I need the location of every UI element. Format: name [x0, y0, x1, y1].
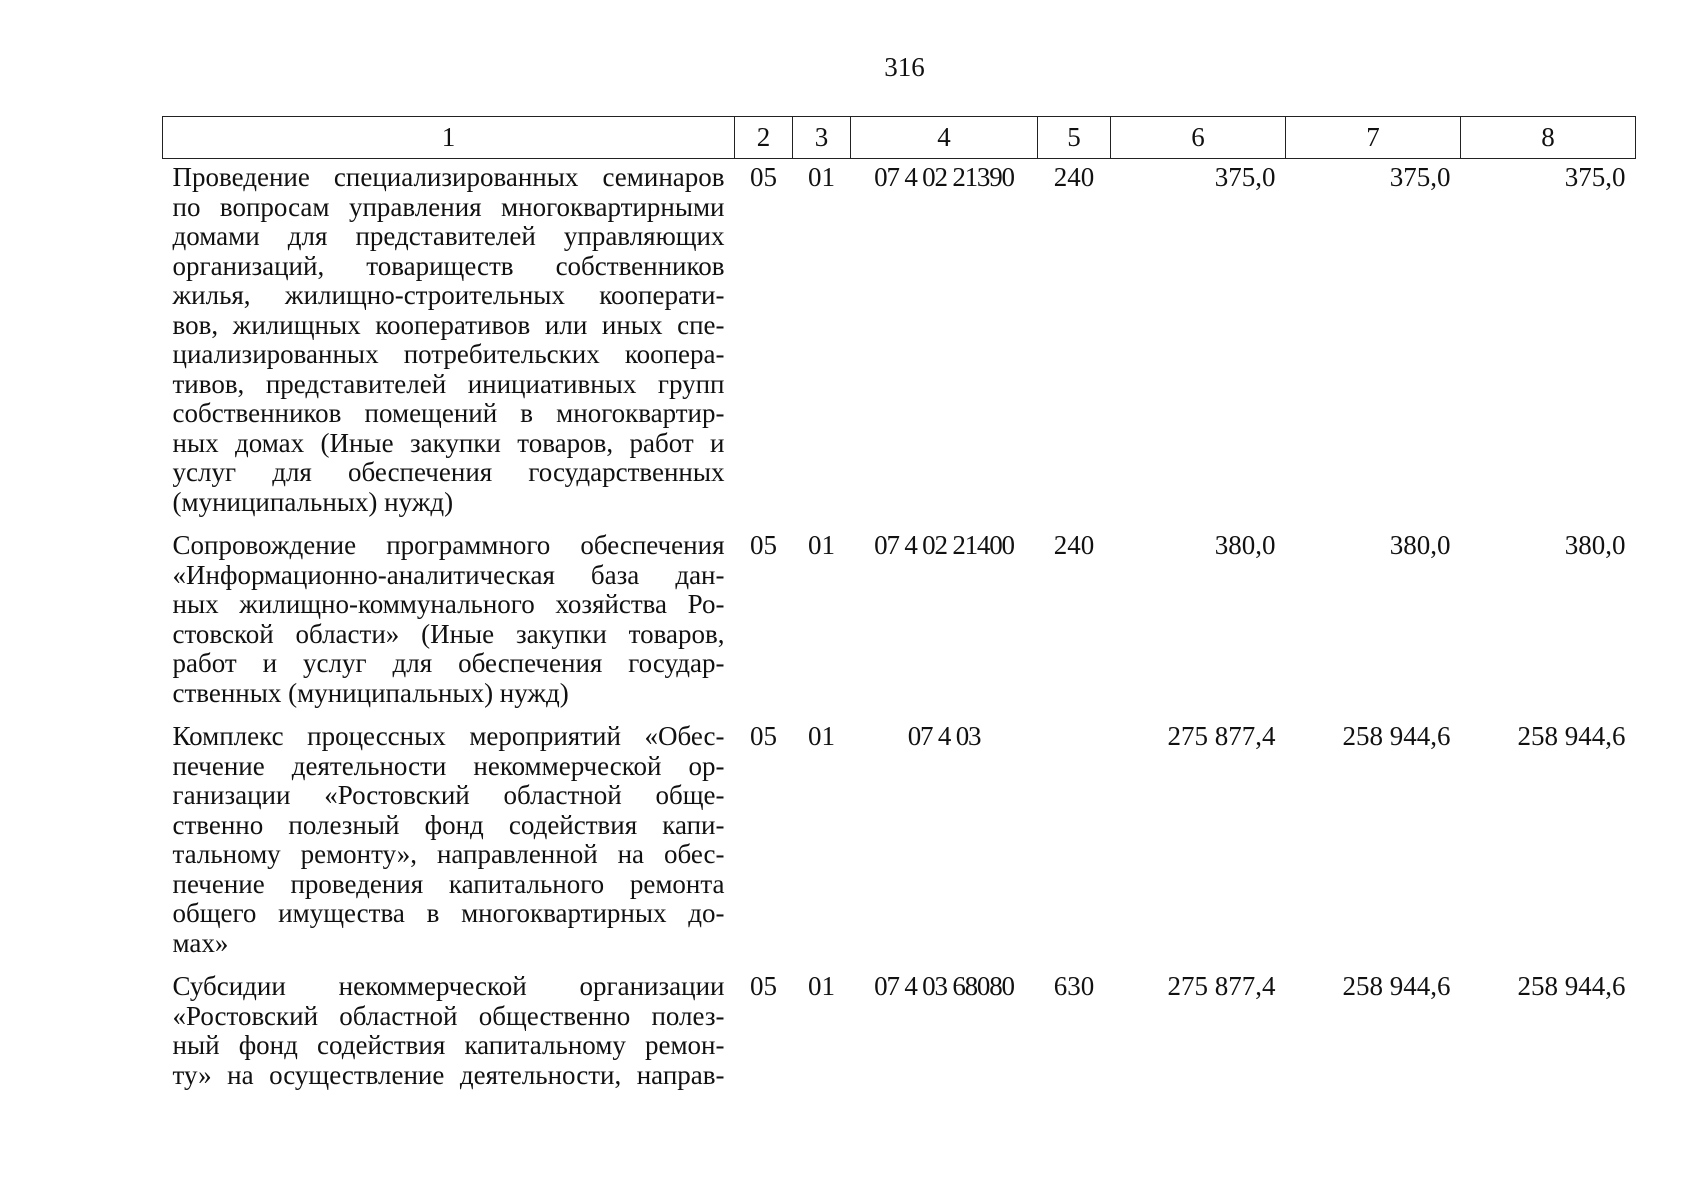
amount-col7: 258 944,6 — [1342, 721, 1451, 751]
target-article-code: 07 4 03 — [907, 721, 981, 751]
description-line: работ и услуг для обеспечения государ- — [172, 648, 725, 678]
column-header: 1 — [163, 117, 735, 159]
description-line: Проведение специализированных семинаров — [172, 162, 725, 192]
description-line: «Ростовский областной общественно полез- — [172, 1000, 725, 1031]
column-header: 7 — [1286, 117, 1461, 159]
description-line: ных жилищно-коммунального хозяйства Ро- — [172, 589, 725, 619]
subsection-code: 01 — [808, 162, 835, 192]
description-line: домами для представителей управляющих — [172, 221, 725, 251]
description-line: тивов, представителей инициативных групп — [172, 368, 725, 399]
column-header: 6 — [1111, 117, 1286, 159]
description-line: ных домах (Иные закупки товаров, работ и — [172, 427, 725, 458]
expense-type-code — [1038, 718, 1111, 968]
subsection-code: 01 — [808, 971, 835, 1001]
column-header: 3 — [793, 117, 851, 159]
row-description — [163, 159, 735, 528]
amount-col8: 375,0 — [1564, 162, 1626, 192]
column-header: 5 — [1038, 117, 1111, 159]
description-line: циализированных потребительских коопера- — [172, 339, 725, 369]
section-code: 05 — [750, 162, 777, 192]
amount-col7: 258 944,6 — [1342, 971, 1451, 1001]
amount-col8: 258 944,6 — [1517, 971, 1626, 1001]
target-article-code: 07 4 02 21400 — [874, 530, 1014, 560]
expense-type-code: 240 — [1053, 530, 1095, 560]
description-line: ту» на осуществление деятельности, направ- — [172, 1059, 725, 1090]
description-line: «Информационно-аналитическая база дан- — [172, 559, 725, 590]
expense-type-code: 240 — [1053, 162, 1095, 192]
expense-type-code: 630 — [1053, 971, 1095, 1001]
table-row — [163, 159, 1636, 528]
amount-col6: 375,0 — [1214, 162, 1276, 192]
row-description — [163, 527, 735, 718]
section-code: 05 — [750, 721, 777, 751]
description-line: Комплекс процессных мероприятий «Обес- — [172, 721, 725, 751]
section-code: 05 — [750, 971, 777, 1001]
column-header: 4 — [851, 117, 1038, 159]
description-line: стовской области» (Иные закупки товаров, — [172, 618, 725, 649]
description-line: жилья, жилищно-строительных кооперати- — [172, 280, 725, 310]
page-number: 316 — [884, 52, 925, 82]
description-line: организаций, товариществ собственников — [172, 250, 725, 281]
subsection-code: 01 — [808, 530, 835, 560]
description-line: Субсидии некоммерческой организации — [172, 971, 725, 1001]
amount-col8: 258 944,6 — [1517, 721, 1626, 751]
budget-table — [162, 116, 1636, 1100]
description-line: ный фонд содействия капитальному ремон- — [172, 1030, 725, 1060]
row-description — [163, 718, 735, 968]
description-line: ственно полезный фонд содействия капи- — [172, 809, 725, 840]
description-line: (муниципальных) нужд) — [172, 486, 454, 517]
column-header: 2 — [735, 117, 793, 159]
amount-col6: 275 877,4 — [1167, 721, 1276, 751]
target-article-code: 07 4 02 21390 — [874, 162, 1014, 192]
column-header: 8 — [1461, 117, 1636, 159]
description-line: общего имущества в многоквартирных до- — [172, 898, 725, 928]
target-article-code: 07 4 03 68080 — [874, 971, 1014, 1001]
description-line: печение проведения капитального ремонта — [172, 868, 725, 899]
amount-col7: 380,0 — [1389, 530, 1451, 560]
description-line: по вопросам управления многоквартирными — [172, 191, 725, 222]
amount-col6: 275 877,4 — [1167, 971, 1276, 1001]
amount-col7: 375,0 — [1389, 162, 1451, 192]
description-line: ганизации «Ростовский областной обще- — [172, 780, 725, 810]
table-row — [163, 968, 1636, 1100]
subsection-code: 01 — [808, 721, 835, 751]
row-description — [163, 968, 735, 1100]
description-line: вов, жилищных кооперативов или иных спе- — [172, 309, 725, 340]
section-code: 05 — [750, 530, 777, 560]
description-line: услуг для обеспечения государственных — [172, 457, 725, 487]
header-row — [163, 117, 1636, 159]
amount-col8: 380,0 — [1564, 530, 1626, 560]
description-line: Сопровождение программного обеспечения — [172, 530, 725, 560]
description-line: мах» — [172, 927, 229, 958]
amount-col6: 380,0 — [1214, 530, 1276, 560]
description-line: печение деятельности некоммерческой ор- — [172, 750, 725, 781]
description-line: собственников помещений в многоквартир- — [172, 398, 725, 428]
table-row — [163, 718, 1636, 968]
description-line: ственных (муниципальных) нужд) — [172, 677, 569, 708]
description-line: тальному ремонту», направленной на обес- — [172, 839, 725, 869]
table-row — [163, 527, 1636, 718]
